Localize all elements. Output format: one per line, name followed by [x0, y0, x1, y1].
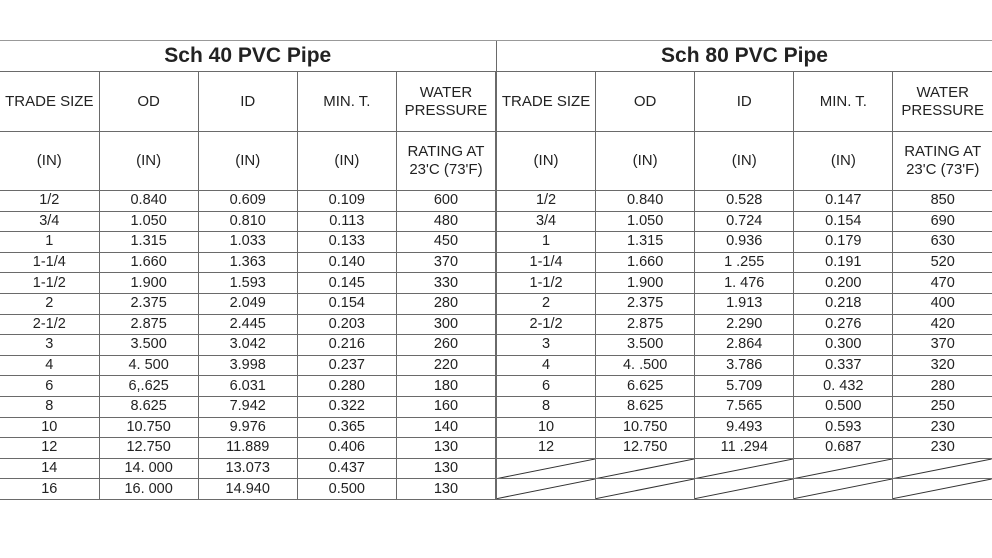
- sch40-cell-id: 3.042: [198, 335, 297, 356]
- sch80-cell-od: 2.375: [596, 293, 695, 314]
- sch40-cell-od: 1.050: [99, 211, 198, 232]
- sch80-cell-id: 2.290: [695, 314, 794, 335]
- diagonal-strike-icon: [596, 459, 694, 479]
- sch40-cell-water-pressure: 180: [396, 376, 495, 397]
- table-row: [0, 191, 496, 212]
- table-row: [497, 211, 992, 232]
- sch40-cell-od: 1.900: [99, 273, 198, 294]
- sch40-cell-id: 0.810: [198, 211, 297, 232]
- sch80-cell-min-t: 0.200: [794, 273, 893, 294]
- sch40-cell-trade-size: 16: [0, 479, 99, 500]
- table-row: [0, 252, 496, 273]
- sch40-cell-id: 13.073: [198, 458, 297, 479]
- table-row: [0, 232, 496, 253]
- sch40-cell-id: 6.031: [198, 376, 297, 397]
- sch40-cell-trade-size: 4: [0, 355, 99, 376]
- empty-cell-strike: [497, 479, 596, 500]
- table-row: [0, 293, 496, 314]
- sch80-cell-trade-size: 3: [497, 335, 596, 356]
- sch80-header-min-t: MIN. T.: [794, 72, 893, 132]
- sch80-header-od: OD: [596, 72, 695, 132]
- sch40-cell-min-t: 0.322: [297, 396, 396, 417]
- sch40-cell-water-pressure: 330: [396, 273, 495, 294]
- sch40-cell-id: 14.940: [198, 479, 297, 500]
- sch80-cell-trade-size: 12: [497, 438, 596, 459]
- sch80-header-id: ID: [695, 72, 794, 132]
- sch40-cell-od: 1.660: [99, 252, 198, 273]
- table-row: [0, 273, 496, 294]
- sch80-cell-trade-size: 4: [497, 355, 596, 376]
- diagonal-strike-icon: [497, 459, 595, 479]
- sch80-title: Sch 80 PVC Pipe: [497, 41, 992, 72]
- sch80-cell-od: 10.750: [596, 417, 695, 438]
- sch40-cell-od: 2.375: [99, 293, 198, 314]
- empty-cell-strike: [893, 458, 992, 479]
- sch40-cell-od: 4. 500: [99, 355, 198, 376]
- diagonal-strike-icon: [497, 479, 595, 499]
- sch80-cell-trade-size: 8: [497, 396, 596, 417]
- sch40-cell-od: 14. 000: [99, 458, 198, 479]
- diagonal-strike-icon: [695, 459, 793, 479]
- sch40-cell-water-pressure: 300: [396, 314, 495, 335]
- sch40-cell-trade-size: 1-1/4: [0, 252, 99, 273]
- diagonal-strike-icon: [893, 479, 992, 499]
- table-row: [497, 438, 992, 459]
- sch80-cell-od: 1.315: [596, 232, 695, 253]
- sch80-cell-water-pressure: 280: [893, 376, 992, 397]
- sch80-cell-water-pressure: 320: [893, 355, 992, 376]
- sch80-cell-water-pressure: 470: [893, 273, 992, 294]
- sch80-cell-od: 8.625: [596, 396, 695, 417]
- sch80-cell-od: 4. .500: [596, 355, 695, 376]
- sch40-cell-trade-size: 2: [0, 293, 99, 314]
- sch40-cell-id: 7.942: [198, 396, 297, 417]
- table-row: [0, 417, 496, 438]
- sch80-cell-water-pressure: 850: [893, 191, 992, 212]
- sch40-cell-trade-size: 3: [0, 335, 99, 356]
- sch80-cell-id: 0.724: [695, 211, 794, 232]
- sch40-header-od: OD: [99, 72, 198, 132]
- sch80-cell-water-pressure: 420: [893, 314, 992, 335]
- sch80-header-trade-size: TRADE SIZE: [497, 72, 596, 132]
- sch40-title: Sch 40 PVC Pipe: [0, 41, 496, 72]
- sch40-unit-id: (IN): [198, 132, 297, 191]
- empty-cell-strike: [596, 458, 695, 479]
- sch80-cell-id: 1 .255: [695, 252, 794, 273]
- table-row: [0, 211, 496, 232]
- sch40-cell-min-t: 0.280: [297, 376, 396, 397]
- sch40-table: [0, 40, 496, 500]
- sch40-cell-od: 16. 000: [99, 479, 198, 500]
- table-row: [497, 479, 992, 500]
- table-row: [497, 293, 992, 314]
- sch80-cell-trade-size: 1-1/4: [497, 252, 596, 273]
- sch40-cell-water-pressure: 280: [396, 293, 495, 314]
- sch40-unit-water-pressure: RATING AT 23'C (73'F): [396, 132, 495, 191]
- sch40-cell-min-t: 0.113: [297, 211, 396, 232]
- sch40-header-min-t: MIN. T.: [297, 72, 396, 132]
- sch80-cell-min-t: 0.147: [794, 191, 893, 212]
- sch80-cell-min-t: 0. 432: [794, 376, 893, 397]
- sch80-cell-od: 12.750: [596, 438, 695, 459]
- sch40-header-water-pressure: WATER PRESSURE: [396, 72, 495, 132]
- sch40-cell-min-t: 0.365: [297, 417, 396, 438]
- sch40-cell-trade-size: 1: [0, 232, 99, 253]
- sch80-cell-id: 9.493: [695, 417, 794, 438]
- sch80-cell-od: 2.875: [596, 314, 695, 335]
- sch40-cell-min-t: 0.133: [297, 232, 396, 253]
- sch40-cell-min-t: 0.237: [297, 355, 396, 376]
- sch40-cell-od: 0.840: [99, 191, 198, 212]
- sch40-cell-id: 1.033: [198, 232, 297, 253]
- sch80-cell-id: 1. 476: [695, 273, 794, 294]
- sch80-cell-id: 0.936: [695, 232, 794, 253]
- sch40-cell-od: 10.750: [99, 417, 198, 438]
- diagonal-strike-icon: [794, 479, 892, 499]
- sch80-cell-water-pressure: 250: [893, 396, 992, 417]
- sch40-cell-id: 9.976: [198, 417, 297, 438]
- sch80-cell-min-t: 0.191: [794, 252, 893, 273]
- sch40-cell-min-t: 0.216: [297, 335, 396, 356]
- sch40-cell-id: 11.889: [198, 438, 297, 459]
- sch40-cell-trade-size: 14: [0, 458, 99, 479]
- empty-cell-strike: [893, 479, 992, 500]
- sch40-cell-min-t: 0.500: [297, 479, 396, 500]
- sch80-cell-id: 5.709: [695, 376, 794, 397]
- sch40-cell-water-pressure: 600: [396, 191, 495, 212]
- table-row: [497, 417, 992, 438]
- sch80-cell-water-pressure: 230: [893, 417, 992, 438]
- sch80-cell-water-pressure: 690: [893, 211, 992, 232]
- sch80-cell-min-t: 0.218: [794, 293, 893, 314]
- table-row: [497, 232, 992, 253]
- sch80-cell-trade-size: 2: [497, 293, 596, 314]
- sch80-unit-od: (IN): [596, 132, 695, 191]
- sch80-cell-water-pressure: 520: [893, 252, 992, 273]
- sch80-cell-water-pressure: 370: [893, 335, 992, 356]
- empty-cell-strike: [695, 479, 794, 500]
- sch40-cell-id: 1.363: [198, 252, 297, 273]
- sch80-cell-od: 3.500: [596, 335, 695, 356]
- sch40-cell-trade-size: 12: [0, 438, 99, 459]
- sch40-header-trade-size: TRADE SIZE: [0, 72, 99, 132]
- sch40-unit-trade-size: (IN): [0, 132, 99, 191]
- sch40-cell-min-t: 0.109: [297, 191, 396, 212]
- sch80-cell-od: 0.840: [596, 191, 695, 212]
- sch40-cell-water-pressure: 370: [396, 252, 495, 273]
- sch80-cell-od: 6.625: [596, 376, 695, 397]
- empty-cell-strike: [596, 479, 695, 500]
- table-row: [497, 252, 992, 273]
- sch40-unit-min-t: (IN): [297, 132, 396, 191]
- sch80-cell-id: 2.864: [695, 335, 794, 356]
- sch80-cell-water-pressure: 400: [893, 293, 992, 314]
- table-row: [497, 355, 992, 376]
- sch40-cell-trade-size: 10: [0, 417, 99, 438]
- sch40-panel: [0, 40, 496, 502]
- sch40-cell-trade-size: 2-1/2: [0, 314, 99, 335]
- sch40-cell-id: 2.049: [198, 293, 297, 314]
- sch40-cell-water-pressure: 130: [396, 438, 495, 459]
- sch40-header-id: ID: [198, 72, 297, 132]
- sch40-cell-min-t: 0.154: [297, 293, 396, 314]
- sch80-cell-trade-size: 2-1/2: [497, 314, 596, 335]
- sch40-cell-od: 2.875: [99, 314, 198, 335]
- diagonal-strike-icon: [893, 459, 992, 479]
- pvc-pipe-spec-sheet: [0, 40, 992, 502]
- sch40-cell-trade-size: 8: [0, 396, 99, 417]
- table-row: [0, 458, 496, 479]
- sch40-cell-min-t: 0.203: [297, 314, 396, 335]
- sch80-cell-min-t: 0.276: [794, 314, 893, 335]
- sch40-cell-water-pressure: 140: [396, 417, 495, 438]
- sch40-cell-water-pressure: 450: [396, 232, 495, 253]
- sch80-cell-min-t: 0.500: [794, 396, 893, 417]
- sch40-cell-trade-size: 3/4: [0, 211, 99, 232]
- table-row: [0, 479, 496, 500]
- sch40-cell-id: 0.609: [198, 191, 297, 212]
- table-row: [0, 314, 496, 335]
- sch40-cell-id: 2.445: [198, 314, 297, 335]
- sch40-cell-min-t: 0.406: [297, 438, 396, 459]
- sch80-cell-min-t: 0.300: [794, 335, 893, 356]
- sch80-cell-min-t: 0.687: [794, 438, 893, 459]
- sch40-cell-min-t: 0.437: [297, 458, 396, 479]
- table-row: [0, 376, 496, 397]
- sch40-cell-water-pressure: 160: [396, 396, 495, 417]
- sch80-cell-min-t: 0.154: [794, 211, 893, 232]
- sch40-cell-od: 1.315: [99, 232, 198, 253]
- sch40-cell-id: 3.998: [198, 355, 297, 376]
- empty-cell-strike: [695, 458, 794, 479]
- sch80-unit-trade-size: (IN): [497, 132, 596, 191]
- sch40-cell-od: 8.625: [99, 396, 198, 417]
- table-row: [497, 458, 992, 479]
- sch80-cell-trade-size: 3/4: [497, 211, 596, 232]
- empty-cell-strike: [794, 458, 893, 479]
- sch80-cell-trade-size: 6: [497, 376, 596, 397]
- sch80-cell-trade-size: 1: [497, 232, 596, 253]
- sch80-unit-min-t: (IN): [794, 132, 893, 191]
- diagonal-strike-icon: [695, 479, 793, 499]
- sch40-cell-od: 6,.625: [99, 376, 198, 397]
- sch80-cell-id: 7.565: [695, 396, 794, 417]
- sch80-cell-od: 1.900: [596, 273, 695, 294]
- sch80-cell-od: 1.050: [596, 211, 695, 232]
- sch80-cell-water-pressure: 230: [893, 438, 992, 459]
- table-row: [497, 191, 992, 212]
- sch40-cell-id: 1.593: [198, 273, 297, 294]
- empty-cell-strike: [497, 458, 596, 479]
- diagonal-strike-icon: [794, 459, 892, 479]
- table-row: [497, 376, 992, 397]
- sch40-cell-water-pressure: 130: [396, 458, 495, 479]
- sch40-cell-water-pressure: 480: [396, 211, 495, 232]
- sch40-cell-trade-size: 1/2: [0, 191, 99, 212]
- sch80-cell-trade-size: 1/2: [497, 191, 596, 212]
- table-row: [0, 396, 496, 417]
- sch40-cell-water-pressure: 220: [396, 355, 495, 376]
- sch40-cell-water-pressure: 260: [396, 335, 495, 356]
- sch80-cell-min-t: 0.593: [794, 417, 893, 438]
- sch80-cell-id: 1.913: [695, 293, 794, 314]
- sch80-cell-min-t: 0.179: [794, 232, 893, 253]
- sch40-cell-trade-size: 6: [0, 376, 99, 397]
- table-row: [497, 273, 992, 294]
- table-row: [497, 396, 992, 417]
- table-row: [0, 335, 496, 356]
- empty-cell-strike: [794, 479, 893, 500]
- table-row: [0, 438, 496, 459]
- sch80-unit-id: (IN): [695, 132, 794, 191]
- sch80-panel: [496, 40, 992, 502]
- sch80-unit-water-pressure: RATING AT 23'C (73'F): [893, 132, 992, 191]
- sch40-cell-min-t: 0.140: [297, 252, 396, 273]
- sch40-cell-od: 3.500: [99, 335, 198, 356]
- sch40-cell-trade-size: 1-1/2: [0, 273, 99, 294]
- sch80-cell-min-t: 0.337: [794, 355, 893, 376]
- sch80-header-water-pressure: WATER PRESSURE: [893, 72, 992, 132]
- sch80-cell-water-pressure: 630: [893, 232, 992, 253]
- table-row: [497, 335, 992, 356]
- diagonal-strike-icon: [596, 479, 694, 499]
- sch80-cell-od: 1.660: [596, 252, 695, 273]
- table-row: [497, 314, 992, 335]
- sch80-cell-trade-size: 10: [497, 417, 596, 438]
- sch40-cell-water-pressure: 130: [396, 479, 495, 500]
- sch80-cell-id: 3.786: [695, 355, 794, 376]
- sch80-cell-id: 0.528: [695, 191, 794, 212]
- sch40-unit-od: (IN): [99, 132, 198, 191]
- sch40-cell-min-t: 0.145: [297, 273, 396, 294]
- sch80-table: [496, 40, 992, 500]
- sch80-cell-id: 11 .294: [695, 438, 794, 459]
- table-row: [0, 355, 496, 376]
- sch80-cell-trade-size: 1-1/2: [497, 273, 596, 294]
- sch40-cell-od: 12.750: [99, 438, 198, 459]
